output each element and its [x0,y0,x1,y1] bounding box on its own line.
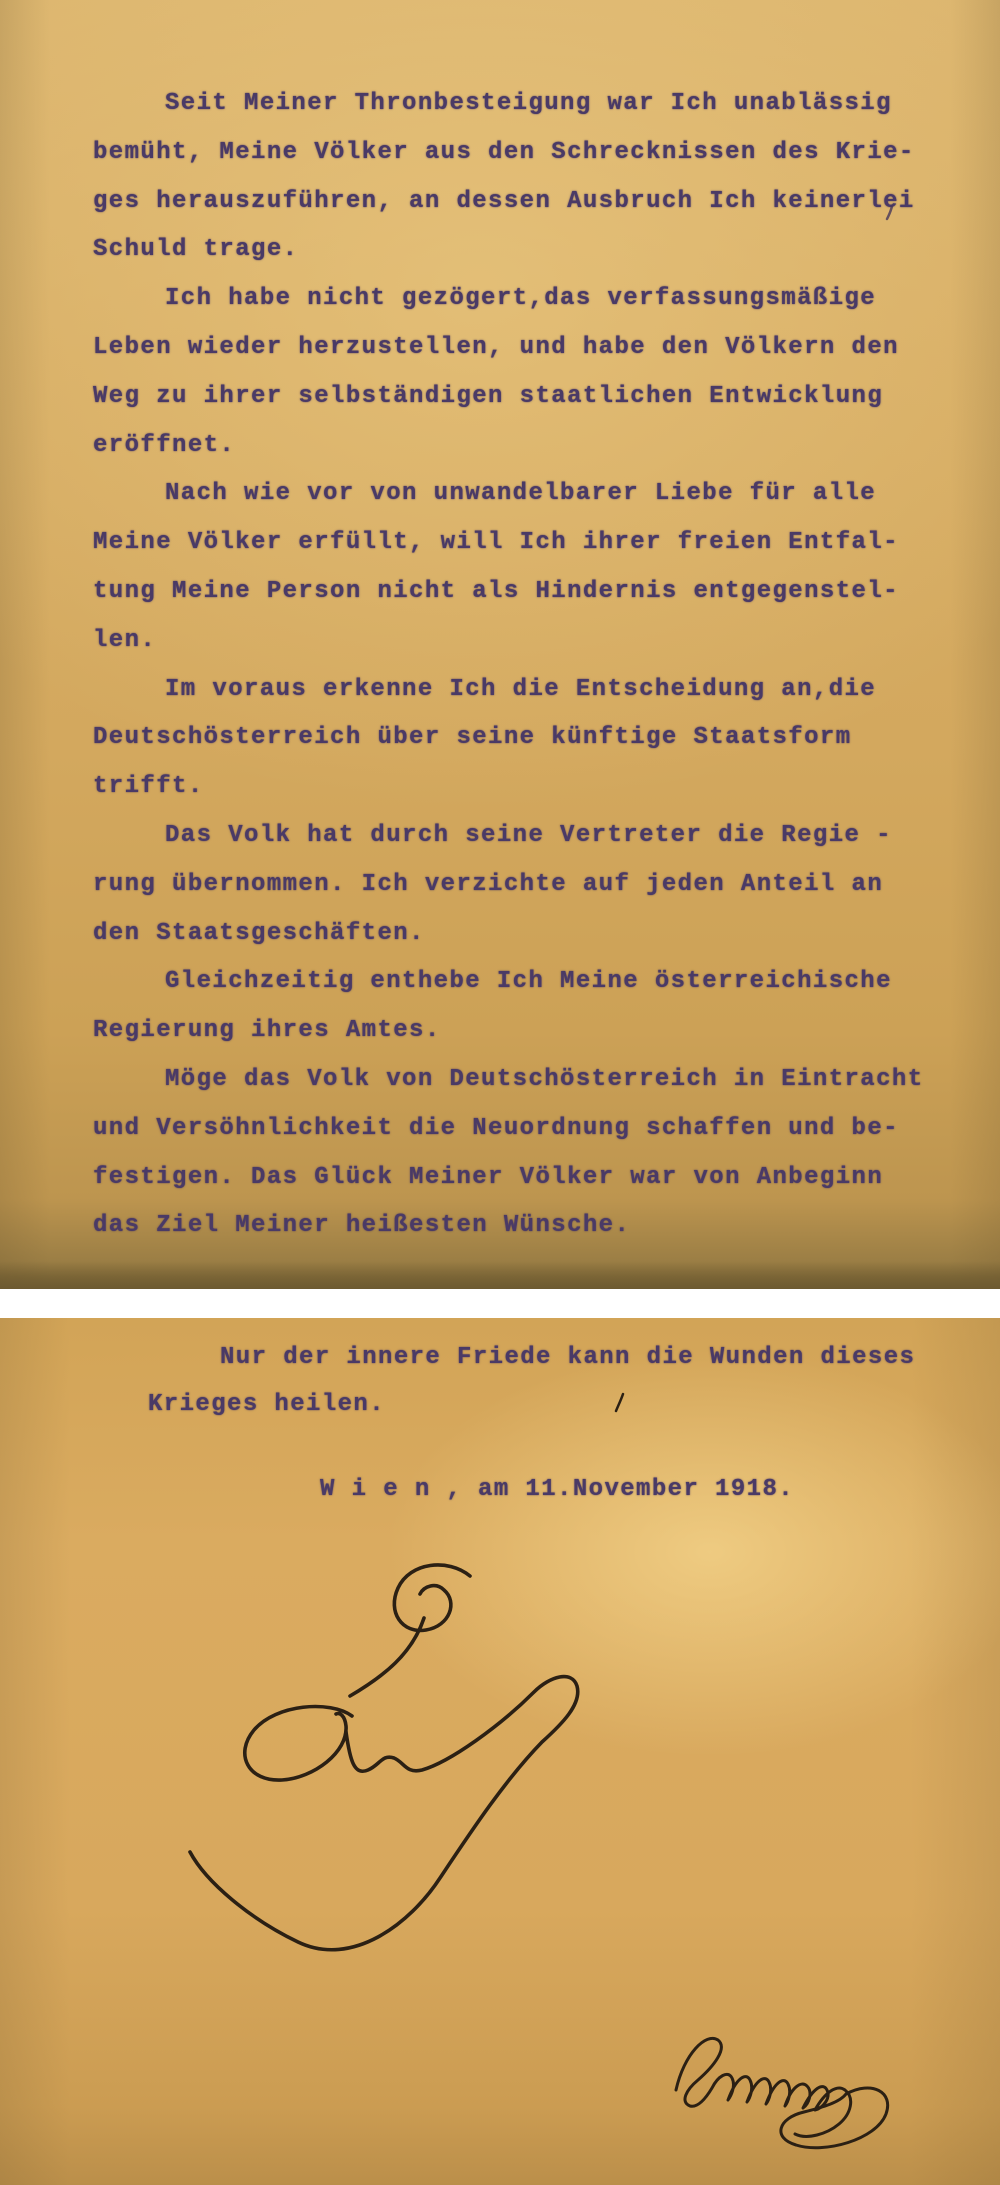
signature-area [0,1318,1000,2185]
typed-line: Nach wie vor von unwandelbarer Liebe für alle [165,480,877,508]
typed-line: eröffnet. [93,431,236,459]
typed-line: Im voraus erkenne Ich die Entscheidung an,die [165,675,877,703]
typed-line: festigen. Das Glück Meiner Völker war von Anbeginn [93,1163,884,1191]
typed-line: Regierung ihres Amtes. [93,1017,441,1045]
typed-line: bemüht, Meine Völker aus den Schrecknissen des Krie- [93,138,915,166]
document-page-photo-bottom [0,1318,1000,2185]
photo-separator-gap [0,1289,1000,1318]
stray-ink-mark-page2 [616,1394,623,1411]
typed-line: Das Volk hat durch seine Vertreter die Regie - [165,821,892,849]
typed-line: Deutschösterreich über seine künftige Staatsform [93,724,852,752]
typed-line: Nur der innere Friede kann die Wunden dieses [220,1344,916,1371]
signature-lammasch [676,2038,888,2147]
date-line: W i e n , am 11.November 1918. [320,1476,795,1503]
typed-line: trifft. [93,773,204,801]
typed-line: den Staatsgeschäften. [93,919,425,947]
typed-line: ges herauszuführen, an dessen Ausbruch Ich keinerlei [93,187,915,215]
typed-line: Ich habe nicht gezögert,das verfassungsmäßige [165,285,877,313]
typed-line: Seit Meiner Thronbesteigung war Ich unablässig [165,90,892,117]
typed-line: Krieges heilen. [148,1391,386,1418]
typed-line: Möge das Volk von Deutschösterreich in Eintracht [165,1065,924,1093]
typed-line: Meine Völker erfüllt, will Ich ihrer freien Entfal- [93,529,899,557]
typed-line: Gleichzeitig enthebe Ich Meine österreichische [165,968,892,996]
typed-line: rung übernommen. Ich verzichte auf jeden Anteil an [93,870,884,898]
typed-line: tung Meine Person nicht als Hindernis entgegenstel- [93,577,899,605]
typed-line: Weg zu ihrer selbständigen staatlichen Entwicklung [93,382,884,410]
typed-line: Schuld trage. [93,236,299,264]
signature-karl [190,1565,578,1950]
photo-bottom-shadow [0,1261,1000,1289]
typed-line: Leben wieder herzustellen, und habe den Völkern den [93,333,899,361]
typed-line: das Ziel Meiner heißesten Wünsche. [93,1212,631,1240]
typed-line: und Versöhnlichkeit die Neuordnung schaffen und be- [93,1114,899,1142]
typed-line: len. [93,626,157,654]
